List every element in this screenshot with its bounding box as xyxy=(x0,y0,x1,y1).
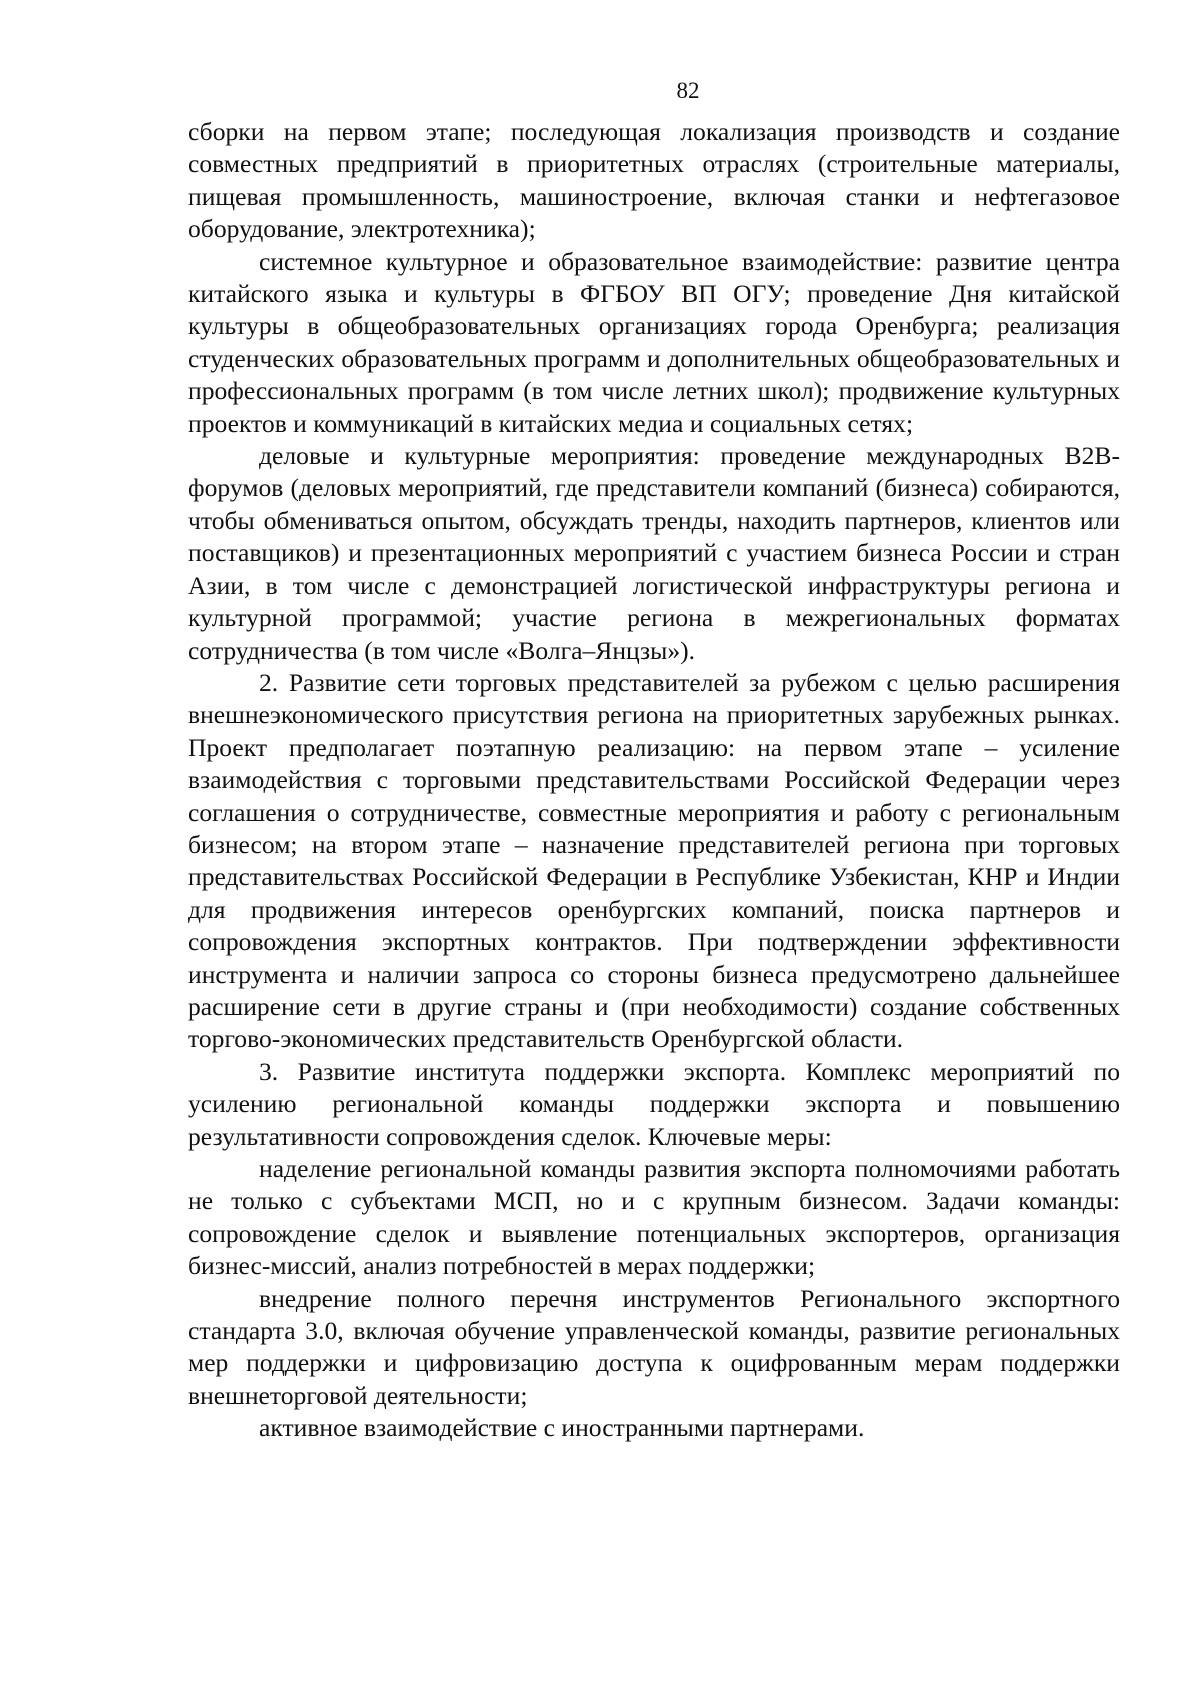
paragraph-continuation: сборки на первом этапе; последующая локализация производств и создание совместных предприятий в приоритетных отраслях (строительные материалы, пищевая промышленность, машиностроение, включая станки и нефтегазовое оборудование, электротехника); xyxy=(188,117,1120,244)
paragraph-trade-representatives: 2. Развитие сети торговых представителей за рубежом с целью расширения внешнеэкономического присутствия региона на приоритетных зарубежных рынках. Проект предполагает поэтапную реализацию: на первом этапе – усиление взаимодействия с торговыми представительствами Российской Федерации через соглашения о сотрудничестве, совместные мероприятия и работу с региональным бизнесом; на втором этапе – назначение представителей региона при торговых представительствах Российской Федерации в Республике Узбекистан, КНР и Индии для продвижения интересов оренбургских компаний, поиска партнеров и сопровождения экспортных контрактов. При подтверждении эффективности инструмента и наличии запроса со стороны бизнеса предусмотрено дальнейшее расширение сети в другие страны и (при необходимости) создание собственных торгово-экономических представительств Оренбургской области. xyxy=(188,667,1120,1054)
paragraph-cultural-interaction: системное культурное и образовательное взаимодействие: развитие центра китайского языка и культуры в ФГБОУ ВП ОГУ; проведение Дня китайской культуры в общеобразовательных организациях города Оренбурга; реализация студенческих образовательных программ и дополнительных общеобразовательных и профессиональных программ (в том числе летних школ); продвижение культурных проектов и коммуникаций в китайских медиа и социальных сетях; xyxy=(188,246,1120,438)
paragraph-foreign-partners: активное взаимодействие с иностранными партнерами. xyxy=(259,1413,865,1443)
page-number: 82 xyxy=(676,78,700,103)
paragraph-business-events: деловые и культурные мероприятия: проведение международных B2B-форумов (деловых мероприятий, где представители компаний (бизнеса) собираются, чтобы обмениваться опытом, обсуждать тренды, находить партнеров, клиентов или поставщиков) и презентационных мероприятий с участием бизнеса России и стран Азии, в том числе с демонстрацией логистической инфраструктуры региона и культурной программой; участие региона в межрегиональных форматах сотрудничества (в том числе «Волга–Янцзы»). xyxy=(188,441,1120,665)
document-body xyxy=(188,116,1120,1445)
paragraph-export-standard: внедрение полного перечня инструментов Регионального экспортного стандарта 3.0, включая обучение управленческой команды, развитие региональных мер поддержки и цифровизацию доступа к оцифрованным мерам поддержки внешнеторговой деятельности; xyxy=(188,1283,1120,1410)
paragraph-export-support: 3. Развитие института поддержки экспорта. Комплекс мероприятий по усилению региональной команды поддержки экспорта и повышению результативности сопровождения сделок. Ключевые меры: xyxy=(188,1056,1120,1151)
paragraph-regional-team: наделение региональной команды развития экспорта полномочиями работать не только с субъектами МСП, но и с крупным бизнесом. Задачи команды: сопровождение сделок и выявление потенциальных экспортеров, организация бизнес-миссий, анализ потребностей в мерах поддержки; xyxy=(188,1154,1120,1281)
